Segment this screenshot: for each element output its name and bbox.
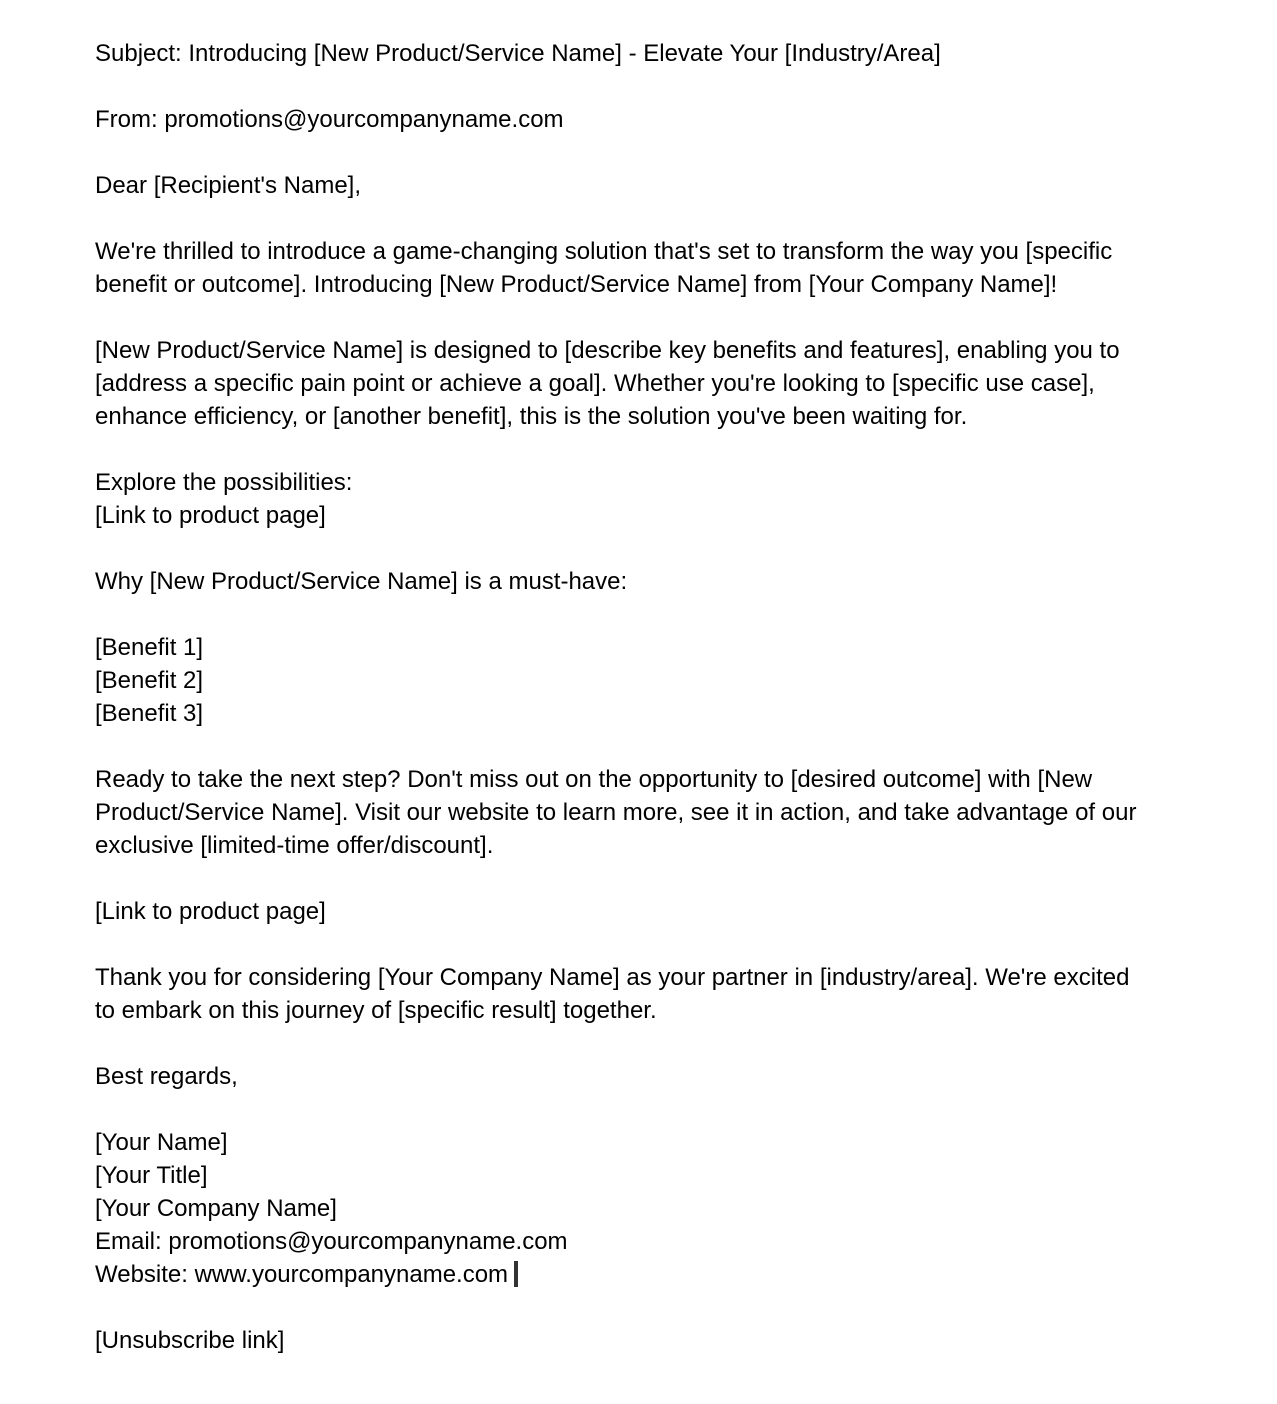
signature-name: [Your Name] (95, 1129, 228, 1156)
signature-title: [Your Title] (95, 1162, 208, 1189)
signature-website: Website: www.yourcompanyname.com (95, 1261, 509, 1288)
blank-line (95, 433, 1180, 466)
blank-line (95, 532, 1180, 565)
from-line: From: promotions@yourcompanyname.com (95, 106, 564, 133)
unsubscribe-link-placeholder: [Unsubscribe link] (95, 1327, 285, 1354)
thanks-line: Thank you for considering [Your Company Name] as your partner in [industry/area]. We're excited (95, 964, 1130, 991)
blank-line (95, 301, 1180, 334)
blank-line (95, 202, 1180, 235)
thanks-paragraph (95, 961, 1180, 1027)
thanks-line: to embark on this journey of [specific result] together. (95, 997, 657, 1024)
signature-company: [Your Company Name] (95, 1195, 337, 1222)
greeting: Dear [Recipient's Name], (95, 172, 362, 199)
blank-line (95, 598, 1180, 631)
why-heading: Why [New Product/Service Name] is a must-have: (95, 568, 628, 595)
text-cursor (514, 1261, 518, 1287)
subject-line: Subject: Introducing [New Product/Service Name] - Elevate Your [Industry/Area] (95, 40, 941, 67)
blank-line (95, 730, 1180, 763)
benefit-item: [Benefit 3] (95, 700, 204, 727)
body-line: [address a specific pain point or achieve a goal]. Whether you're looking to [specific use case], (95, 370, 1095, 397)
explore-heading: Explore the possibilities: (95, 469, 353, 496)
closing: Best regards, (95, 1063, 238, 1090)
blank-line (95, 1291, 1180, 1324)
cta-line: exclusive [limited-time offer/discount]. (95, 832, 494, 859)
intro-line: We're thrilled to introduce a game-changing solution that's set to transform the way you [specific (95, 238, 1113, 265)
blank-line (95, 70, 1180, 103)
body-line: [New Product/Service Name] is designed to [describe key benefits and features], enabling you to (95, 337, 1120, 364)
body-paragraph (95, 334, 1180, 433)
blank-line (95, 862, 1180, 895)
cta-line: Product/Service Name]. Visit our website to learn more, see it in action, and take advantage of our (95, 799, 1137, 826)
cta-paragraph (95, 763, 1180, 862)
blank-line (95, 136, 1180, 169)
signature-block (95, 1126, 1180, 1291)
signature-email: Email: promotions@yourcompanyname.com (95, 1228, 568, 1255)
product-link-placeholder: [Link to product page] (95, 502, 326, 529)
product-link-placeholder: [Link to product page] (95, 898, 326, 925)
intro-paragraph (95, 235, 1180, 301)
blank-line (95, 1093, 1180, 1126)
blank-line (95, 1027, 1180, 1060)
benefit-item: [Benefit 1] (95, 634, 204, 661)
body-line: enhance efficiency, or [another benefit], this is the solution you've been waiting for. (95, 403, 968, 430)
blank-line (95, 928, 1180, 961)
intro-line: benefit or outcome]. Introducing [New Product/Service Name] from [Your Company Name]! (95, 271, 1058, 298)
cta-line: Ready to take the next step? Don't miss out on the opportunity to [desired outcome] with [New (95, 766, 1093, 793)
benefit-item: [Benefit 2] (95, 667, 204, 694)
email-document[interactable] (95, 37, 1180, 1357)
signature-website-row (95, 1258, 1180, 1291)
benefit-list (95, 631, 1180, 730)
